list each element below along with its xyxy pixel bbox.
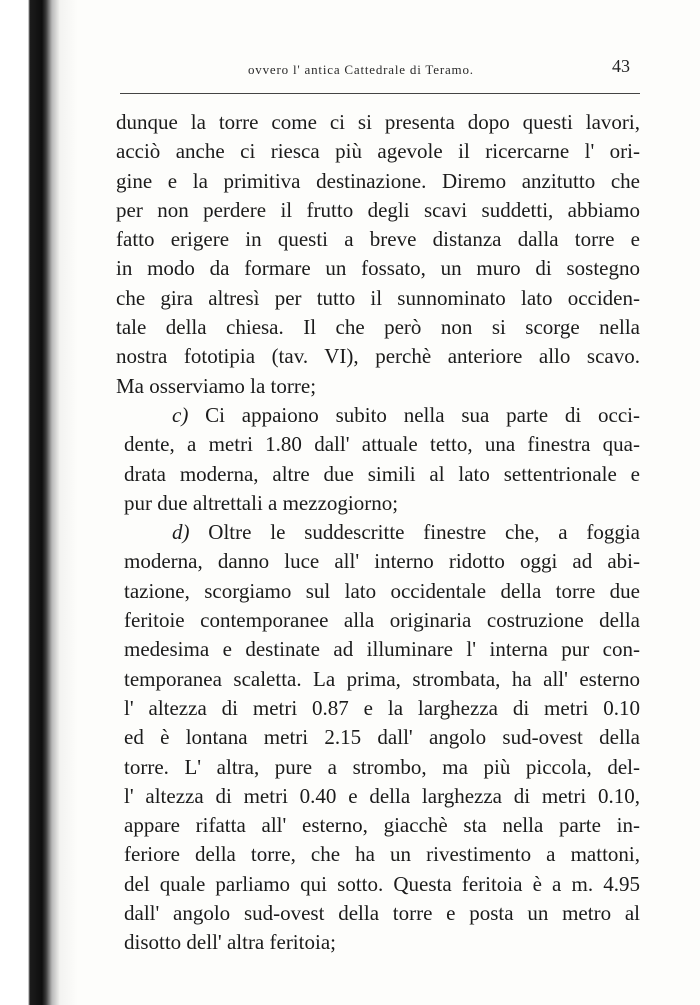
text-line: dall' angolo sud-ovest della torre e posta un metro al bbox=[124, 901, 640, 926]
text-line: che gira altresì per tutto il sunnominato lato occiden- bbox=[116, 285, 640, 310]
text-line: ed è lontana metri 2.15 dall' angolo sud-ovest della bbox=[124, 725, 640, 750]
text-line: fatto erigere in questi a breve distanza dalla torre e bbox=[116, 227, 640, 252]
text-line: temporanea scaletta. La prima, strombata, ha all' esterno bbox=[124, 666, 640, 691]
paragraph-label-d: d) bbox=[172, 520, 190, 545]
page-header bbox=[112, 56, 640, 80]
running-title: ovvero l' antica Cattedrale di Teramo. bbox=[248, 62, 474, 77]
header-rule bbox=[120, 93, 640, 94]
paragraph-label-c: c) bbox=[172, 402, 189, 427]
text-line: acciò anche ci riesca più agevole il ricercarne l' ori- bbox=[116, 139, 640, 164]
text-line: Oltre le suddescritte finestre che, a foggia bbox=[208, 520, 641, 545]
text-line: dente, a metri 1.80 dall' attuale tetto, una finestra qua- bbox=[124, 432, 640, 457]
text-line: l' altezza di metri 0.40 e della larghezza di metri 0.10, bbox=[124, 783, 640, 808]
text-line: tazione, scorgiamo sul lato occidentale della torre due bbox=[124, 578, 640, 603]
text-line: medesima e destinate ad illuminare l' interna pur con- bbox=[124, 637, 640, 662]
text-line: tale della chiesa. Il che però non si scorge nella bbox=[116, 315, 640, 340]
text-line: l' altezza di metri 0.87 e la larghezza di metri 0.10 bbox=[124, 695, 640, 720]
text-line: appare rifatta all' esterno, giacchè sta nella parte in- bbox=[124, 813, 640, 838]
text-line: nostra fototipia (tav. VI), perchè anteriore allo scavo. bbox=[116, 344, 640, 369]
text-line: moderna, danno luce all' interno ridotto oggi ad abi- bbox=[124, 549, 640, 574]
text-line: pur due altrettali a mezzogiorno; bbox=[124, 490, 399, 515]
text-line: dunque la torre come ci si presenta dopo questi lavori, bbox=[116, 110, 640, 134]
body-text bbox=[116, 108, 640, 958]
page-number: 43 bbox=[612, 56, 630, 76]
text-line: gine e la primitiva destinazione. Diremo anzitutto che bbox=[116, 168, 640, 193]
text-line: Ci appaiono subito nella sua parte di occi- bbox=[205, 402, 640, 427]
text-line: feritoie contemporanee alla originaria costruzione della bbox=[124, 608, 640, 633]
text-line: disotto dell' altra feritoia; bbox=[124, 930, 336, 955]
book-binding-shadow bbox=[0, 0, 78, 1005]
paragraph-c-first-line bbox=[116, 401, 640, 430]
text-line: feriore della torre, che ha un rivestimento a mattoni, bbox=[124, 842, 640, 867]
text-line: Ma osserviamo la torre; bbox=[116, 373, 317, 398]
text-line: del quale parliamo qui sotto. Questa feritoia è a m. 4.95 bbox=[124, 871, 640, 896]
text-line: torre. L' altra, pure a strombo, ma più piccola, del- bbox=[124, 754, 640, 779]
paragraph-d-first-line bbox=[116, 518, 640, 547]
text-line: drata moderna, altre due simili al lato settentrionale e bbox=[124, 461, 640, 486]
text-line: in modo da formare un fossato, un muro di sostegno bbox=[116, 256, 640, 281]
text-line: per non perdere il frutto degli scavi suddetti, abbiamo bbox=[116, 197, 640, 222]
